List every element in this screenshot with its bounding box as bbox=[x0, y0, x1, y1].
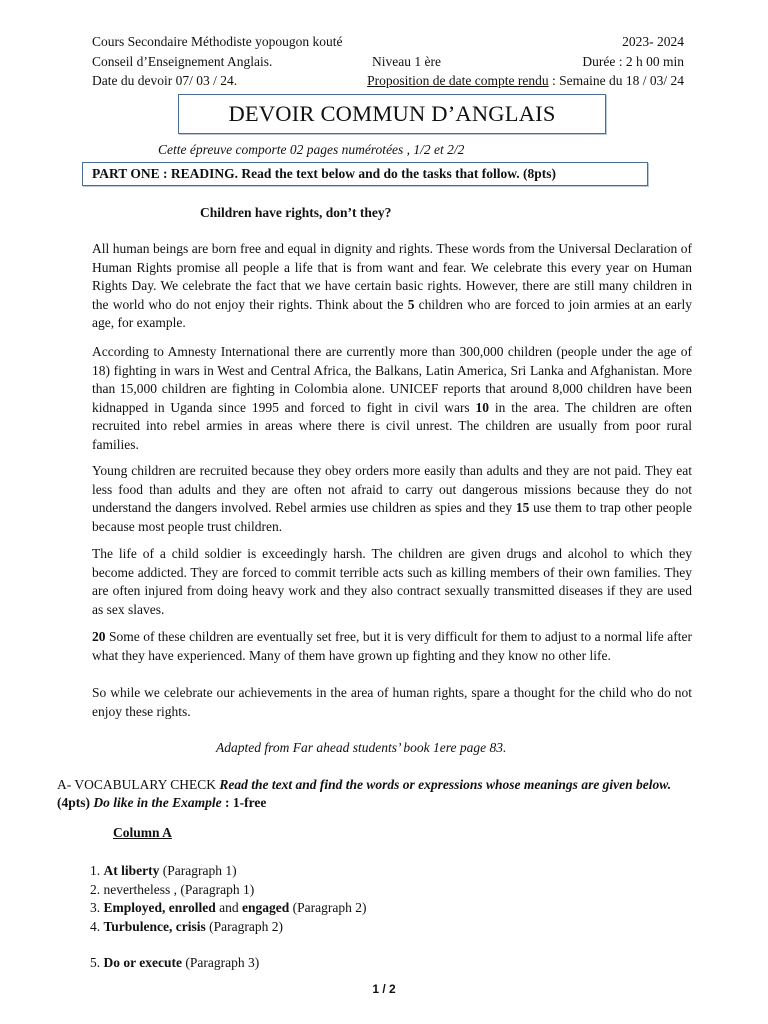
paragraph-5-text: Some of these children are eventually set free, but it is very difficult for them to adjust to a normal life after what they have experienced. Many of them have grown up fighting and they know no other life. bbox=[92, 629, 692, 663]
item-number: 5. bbox=[90, 955, 104, 970]
header-row-1 bbox=[92, 34, 684, 52]
item-term-2: engaged bbox=[242, 900, 290, 915]
review-date-value: : Semaine du 18 / 03/ 24 bbox=[548, 73, 684, 88]
paragraph-3-text-end: use them to trap other people because most people trust children. bbox=[92, 500, 693, 534]
text-title: Children have rights, don’t they? bbox=[200, 205, 392, 220]
paragraph-1 bbox=[92, 240, 692, 333]
list-item bbox=[90, 954, 366, 973]
paragraph-2-text-end: in the area. The children are often recruited into rebel armies in areas where there is civil unrest. The children are usually from poor rural families. bbox=[92, 399, 692, 452]
header-row-3 bbox=[92, 73, 684, 91]
item-number: 2. bbox=[90, 881, 104, 897]
vocab-do-like: Do like in the Example bbox=[93, 794, 222, 810]
item-reference: (Paragraph 2) bbox=[205, 918, 283, 934]
item-number: 4. bbox=[90, 918, 104, 934]
item-term: Employed, enrolled bbox=[103, 900, 216, 915]
line-number-20: 20 bbox=[92, 629, 106, 644]
list-item bbox=[90, 899, 366, 918]
item-number: 3. bbox=[90, 900, 104, 915]
list-item bbox=[90, 862, 366, 881]
line-number-15: 15 bbox=[515, 500, 530, 515]
vocab-points: (4pts) bbox=[57, 794, 94, 810]
item-reference: (Paragraph 2) bbox=[289, 900, 367, 915]
vocab-instruction: Read the text and find the words or expressions whose meanings are given below. bbox=[219, 777, 672, 792]
paragraph-6: So while we celebrate our achievements in the area of human rights, spare a thought for the child who do not enjoy these rights. bbox=[92, 685, 692, 719]
item-term: Turbulence, crisis bbox=[103, 918, 206, 934]
page-number: 1 / 2 bbox=[372, 982, 396, 996]
school-year: 2023- 2024 bbox=[622, 34, 684, 49]
exam-title: DEVOIR COMMUN D’ANGLAIS bbox=[178, 94, 606, 134]
part-one-heading: PART ONE : READING. Read the text below and do the tasks that follow. (8pts) bbox=[82, 162, 648, 186]
line-number-5: 5 bbox=[407, 296, 415, 312]
line-number-10: 10 bbox=[475, 399, 490, 415]
vocab-example: : 1-free bbox=[221, 794, 267, 810]
vocabulary-instructions bbox=[57, 776, 707, 811]
item-term: Do or execute bbox=[103, 955, 182, 970]
paragraph-3-text: Young children are recruited because they obey orders more easily than adults and they are not paid. They eat less food than adults and they are often not afraid to carry out dangerous missions because they do not understand the dangers involved. Rebel armies use children as spies and they bbox=[92, 463, 692, 515]
paragraph-3 bbox=[92, 462, 692, 536]
school-name: Cours Secondaire Méthodiste yopougon kouté bbox=[92, 34, 343, 49]
paragraph-1-text: All human beings are born free and equal in dignity and rights. These words from the Universal Declaration of Human Rights promise all people a life that is from want and fear. We celebrate this every year on Human Rights Day. We celebrate the fact that we have certain basic rights. However, there are still many children in the world who do not enjoy their rights. Think about the bbox=[92, 241, 692, 312]
header-row-2 bbox=[92, 54, 684, 72]
item-number: 1. bbox=[90, 863, 104, 878]
paragraph-5 bbox=[92, 628, 692, 665]
item-reference: nevertheless , (Paragraph 1) bbox=[103, 881, 255, 897]
list-item bbox=[90, 881, 366, 900]
council-name: Conseil d’Enseignement Anglais. bbox=[92, 54, 273, 69]
column-a-heading: Column A bbox=[113, 825, 172, 840]
vocab-prefix: A- VOCABULARY CHECK bbox=[57, 777, 220, 792]
item-term: At liberty bbox=[103, 863, 160, 878]
paragraph-4: The life of a child soldier is exceedingly harsh. The children are given drugs and alcohol to which they become addicted. They are forced to commit terrible acts such as killing members of their own families. They are often injured from doing heavy work and they also contract sexually transmitted diseases if they are used as sex slaves. bbox=[92, 546, 692, 617]
duration: Durée : 2 h 00 min bbox=[582, 54, 684, 69]
paragraph-2 bbox=[92, 343, 692, 454]
item-reference: (Paragraph 3) bbox=[181, 955, 260, 970]
level: Niveau 1 ère bbox=[372, 54, 441, 69]
review-date-label: Proposition de date compte rendu bbox=[367, 73, 549, 88]
text-source: Adapted from Far ahead students’ book 1ere page 83. bbox=[216, 740, 507, 755]
pages-note: Cette épreuve comporte 02 pages numérotées , 1/2 et 2/2 bbox=[158, 142, 465, 157]
paragraph-2-text: According to Amnesty International there are currently more than 300,000 children (people under the age of 18) fighting in wars in West and Central Africa, the Balkans, Latin America, Sri Lanka and Afghanistan. More than 15,000 children are fighting in Colombia alone. UNICEF reports that around 8,000 children have been kidnapped in Uganda since 1995 and forced to fight in civil wars bbox=[92, 344, 692, 415]
list-item bbox=[90, 918, 366, 937]
paragraph-1-text-end: children who are forced to join armies at an early age, for example. bbox=[92, 296, 692, 330]
item-connector: and bbox=[215, 900, 243, 915]
vocab-list bbox=[90, 862, 366, 973]
exam-date: Date du devoir 07/ 03 / 24. bbox=[92, 73, 238, 88]
item-reference: (Paragraph 1) bbox=[159, 863, 237, 878]
review-date bbox=[367, 73, 684, 89]
